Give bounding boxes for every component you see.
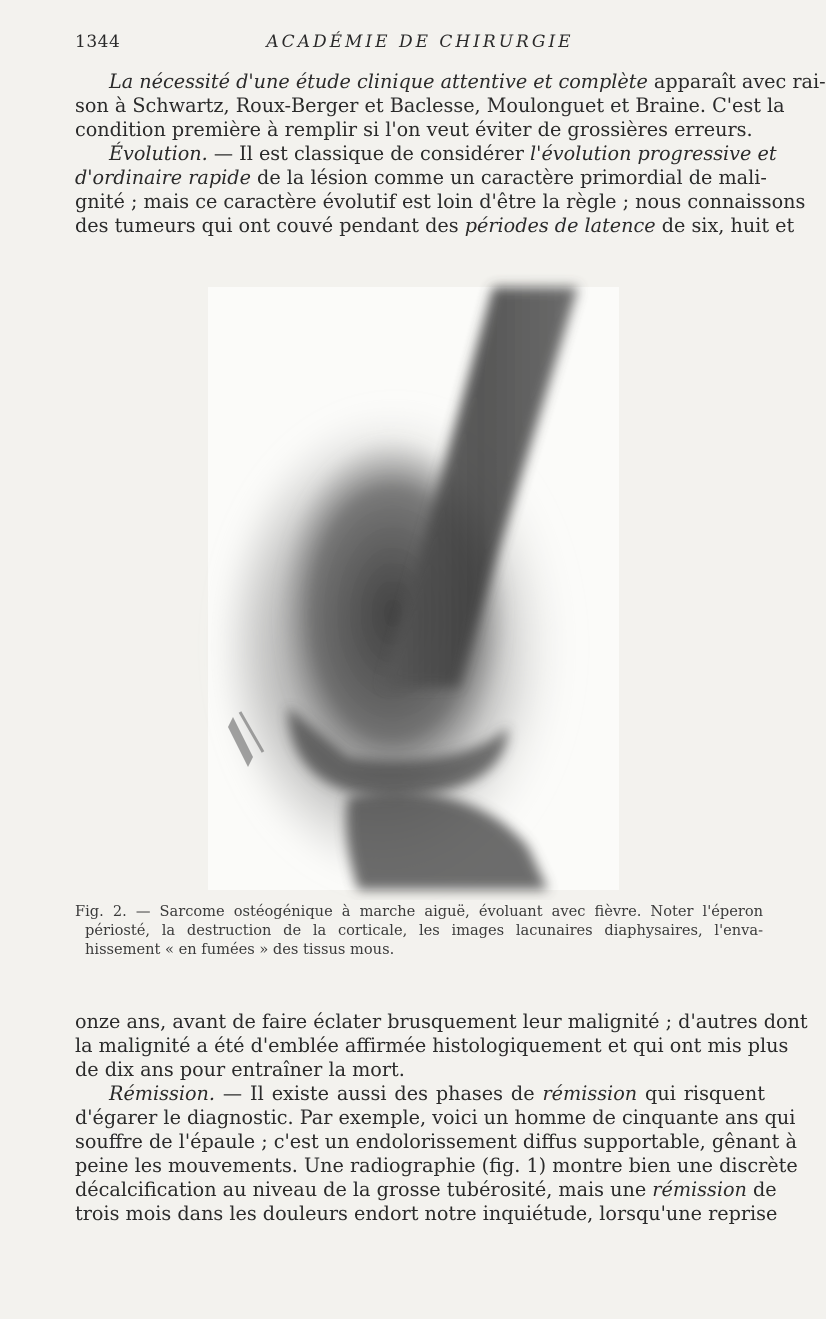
text-span: apparaît avec rai- [647,70,826,93]
paragraph-line [75,142,777,166]
top-text-block [75,70,826,238]
paragraph-line: de dix ans pour entraîner la mort. [75,1058,405,1081]
italic-phrase: rémission [542,1082,638,1105]
figure-caption [75,902,763,959]
paragraph-line: condition première à remplir si l'on veut éviter de grossières erreurs. [75,118,753,141]
caption-line: Fig. 2. — Sarcome ostéogénique à marche aiguë, évoluant avec fièvre. Noter l'éperon [75,903,763,920]
paragraph-line: la malignité a été d'emblée affirmée histologiquement et qui ont mis plus [75,1034,789,1057]
paragraph-line: d'égarer le diagnostic. Par exemple, voici un homme de cinquante ans qui [75,1106,796,1129]
paragraph-line [75,1082,765,1106]
page-number: 1344 [75,32,121,52]
text-span: de six, huit et [655,214,795,237]
bottom-text-block [75,1010,808,1226]
running-head: ACADÉMIE DE CHIRURGIE [266,32,574,52]
text-span: — Il existe aussi des phases de [214,1082,543,1105]
caption-line: périosté, la destruction de la corticale, les images lacunaires diaphysaires, l'enva- [85,922,763,939]
paragraph-line: gnité ; mais ce caractère évolutif est loin d'être la règle ; nous connaissons [75,190,806,213]
text-span: de la lésion comme un caractère primordial de mali- [250,166,767,189]
paragraph-line [75,1178,777,1202]
text-span: des tumeurs qui ont couvé pendant des [75,214,465,237]
section-heading-inline: Rémission. [109,1082,215,1105]
paragraph-line: onze ans, avant de faire éclater brusquement leur malignité ; d'autres dont [75,1010,808,1033]
italic-phrase: La nécessité d'une étude clinique attentive et complète [109,70,648,93]
text-span: — Il est classique de considérer [207,142,531,165]
italic-phrase: l'évolution progressive et [530,142,777,165]
paragraph-line [75,70,826,94]
text-span: de [746,1178,777,1201]
text-span: qui risquent [637,1082,765,1105]
xray-knee-icon [208,287,619,890]
paragraph-line [75,214,795,238]
italic-phrase: périodes de latence [464,214,656,237]
paragraph-line: trois mois dans les douleurs endort notre inquiétude, lorsqu'une reprise [75,1202,778,1225]
paragraph-line: peine les mouvements. Une radiographie (fig. 1) montre bien une discrète [75,1154,798,1177]
caption-line: hissement « en fumées » des tissus mous. [85,941,395,958]
section-heading-inline: Évolution. [109,142,208,165]
paragraph-line: souffre de l'épaule ; c'est un endolorissement diffus supportable, gênant à [75,1130,797,1153]
italic-phrase: rémission [652,1178,747,1201]
italic-phrase: d'ordinaire rapide [75,166,251,189]
text-span: décalcification au niveau de la grosse tubérosité, mais une [75,1178,653,1201]
paragraph-line: son à Schwartz, Roux-Berger et Baclesse, Moulonguet et Braine. C'est la [75,94,785,117]
paragraph-line [75,166,765,190]
page-header [75,32,765,56]
figure-xray [208,287,619,890]
